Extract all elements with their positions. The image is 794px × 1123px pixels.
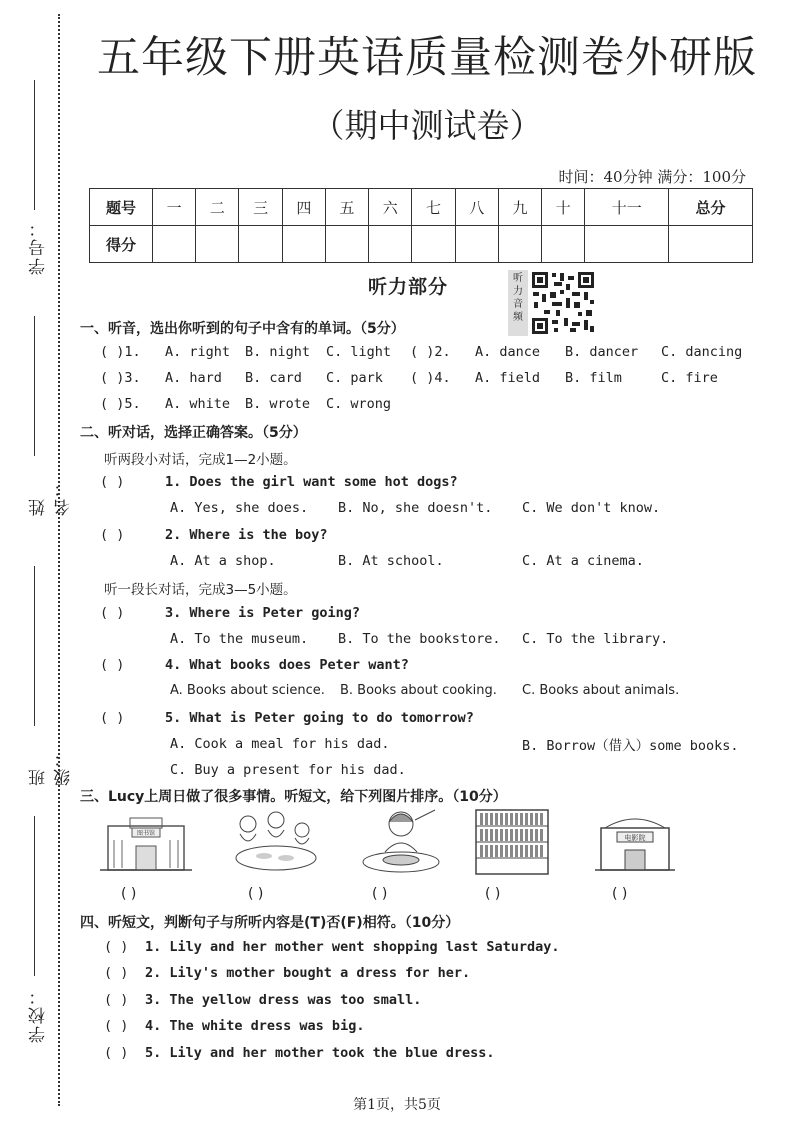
option-c: C. Books about animals. [522, 683, 680, 698]
answer-blank[interactable]: ( ) [100, 527, 125, 543]
score-table [89, 188, 753, 263]
bookshelf-image [472, 808, 552, 878]
answer-blank[interactable]: ( ) [100, 474, 125, 490]
option-c: C. fire [661, 370, 718, 386]
question-text: 3. Where is Peter going? [165, 605, 361, 621]
score-cell[interactable] [542, 226, 585, 263]
qr-tag-char: 力 [513, 286, 523, 297]
option-a: A. Yes, she does. [170, 500, 309, 516]
table-cell: 十 [542, 189, 585, 226]
option-b: B. At school. [338, 553, 444, 569]
answer-blank[interactable]: ( )4. [410, 370, 451, 386]
table-cell: 九 [498, 189, 541, 226]
part2-intro-long: 听一段长对话，完成3—5小题。 [104, 582, 297, 598]
part3-heading: 三、Lucy上周日做了很多事情。听短文，给下列图片排序。（10分） [80, 789, 507, 805]
school-field [16, 816, 56, 1046]
exam-title: 五年级下册英语质量检测卷外研版 [97, 33, 757, 83]
binding-dotted-line [58, 14, 60, 1106]
answer-blank[interactable]: ( ) [104, 992, 129, 1008]
table-cell: 三 [239, 189, 282, 226]
score-cell[interactable] [455, 226, 498, 263]
score-cell[interactable] [585, 226, 669, 263]
picture-order-blank[interactable]: ( ) [372, 886, 388, 902]
table-cell: 一 [153, 189, 196, 226]
qr-tag-char: 音 [513, 299, 523, 310]
score-cell[interactable] [498, 226, 541, 263]
listening-audio-qr[interactable] [508, 270, 600, 336]
score-cell[interactable] [282, 226, 325, 263]
option-b: B. wrote [245, 396, 311, 412]
class-field [16, 566, 74, 786]
picture-order-blank[interactable]: ( ) [248, 886, 264, 902]
qr-code-icon [530, 270, 596, 336]
score-cell[interactable] [325, 226, 368, 263]
part1-heading: 一、听音，选出你听到的句子中含有的单词。（5分） [80, 321, 405, 337]
option-c: C. At a cinema. [522, 553, 644, 569]
score-cell[interactable] [196, 226, 239, 263]
score-cell[interactable] [412, 226, 455, 263]
picture-order-blank[interactable]: ( ) [485, 886, 501, 902]
name-field [16, 316, 74, 516]
table-cell: 七 [412, 189, 455, 226]
answer-blank[interactable]: ( )5. [100, 396, 141, 412]
library-building-image [100, 808, 192, 878]
cinema-building-image [595, 808, 675, 878]
qr-tag-char: 听 [513, 273, 523, 284]
score-cell[interactable] [239, 226, 282, 263]
picture-order-blank[interactable]: ( ) [121, 886, 137, 902]
option-a: A. To the museum. [170, 631, 309, 647]
score-cell[interactable] [669, 226, 753, 263]
option-c: C. park [326, 370, 383, 386]
exam-subtitle: （期中测试卷） [311, 106, 543, 145]
option-c: C. We don't know. [522, 500, 661, 516]
answer-blank[interactable]: ( ) [104, 939, 129, 955]
option-c: C. wrong [326, 396, 392, 412]
qr-tag-char: 频 [513, 312, 523, 323]
table-cell: 总分 [669, 189, 753, 226]
part4-heading: 四、听短文，判断句子与所听内容是(T)否(F)相符。（10分） [80, 915, 460, 931]
question-text: 5. What is Peter going to do tomorrow? [165, 710, 474, 726]
option-a: A. white [165, 396, 231, 412]
library-sign: 图书馆 [136, 830, 156, 837]
option-a: A. hard [165, 370, 222, 386]
option-c: C. To the library. [522, 631, 669, 647]
student-id-field [16, 80, 56, 280]
cinema-sign: 电影院 [624, 834, 646, 842]
option-b: B. To the bookstore. [338, 631, 501, 647]
statement-text: 4. The white dress was big. [145, 1018, 365, 1034]
part2-heading: 二、听对话，选择正确答案。（5分） [80, 425, 307, 441]
option-a: A. Books about science. [170, 683, 325, 698]
table-cell: 二 [196, 189, 239, 226]
score-table-header-row [90, 189, 753, 226]
option-c: C. light [326, 344, 392, 360]
table-cell: 十一 [585, 189, 669, 226]
part2-intro-short: 听两段小对话，完成1—2小题。 [104, 452, 297, 468]
student-id-label: 学号： [29, 218, 49, 275]
table-cell: 四 [282, 189, 325, 226]
name-label: 姓名： [29, 478, 74, 516]
table-cell: 得分 [90, 226, 153, 263]
listening-section-title: 听力部分 [368, 276, 449, 298]
option-b: B. night [245, 344, 311, 360]
option-b: B. Borrow（借入）some books. [522, 738, 739, 754]
girl-eating-image [355, 808, 447, 878]
page-number: 第1页，共5页 [353, 1097, 441, 1113]
qr-tag [508, 270, 528, 336]
option-c: C. dancing [661, 344, 743, 360]
question-text: 4. What books does Peter want? [165, 657, 409, 673]
school-label: 学校： [29, 986, 49, 1043]
statement-text: 3. The yellow dress was too small. [145, 992, 422, 1008]
answer-blank[interactable]: ( ) [100, 657, 125, 673]
score-cell[interactable] [369, 226, 412, 263]
option-a: A. Cook a meal for his dad. [170, 736, 390, 752]
option-b: B. Books about cooking. [340, 683, 497, 698]
statement-text: 2. Lily's mother bought a dress for her. [145, 965, 471, 981]
score-cell[interactable] [153, 226, 196, 263]
answer-blank[interactable]: ( ) [100, 710, 125, 726]
option-a: A. At a shop. [170, 553, 276, 569]
question-text: 1. Does the girl want some hot dogs? [165, 474, 458, 490]
option-b: B. card [245, 370, 302, 386]
exam-time-score: 时间：40分钟 满分：100分 [558, 168, 746, 186]
picture-order-blank[interactable]: ( ) [612, 886, 628, 902]
answer-blank[interactable]: ( )3. [100, 370, 141, 386]
answer-blank[interactable]: ( ) [104, 1018, 129, 1034]
score-table-score-row [90, 226, 753, 263]
answer-blank[interactable]: ( ) [100, 605, 125, 621]
option-a: A. right [165, 344, 231, 360]
answer-blank[interactable]: ( )2. [410, 344, 451, 360]
statement-text: 1. Lily and her mother went shopping last Saturday. [145, 939, 560, 955]
statement-text: 5. Lily and her mother took the blue dress. [145, 1045, 495, 1061]
answer-blank[interactable]: ( ) [104, 965, 129, 981]
option-b: B. film [565, 370, 622, 386]
family-dinner-image [228, 808, 320, 878]
option-a: A. field [475, 370, 541, 386]
option-b: B. dancer [565, 344, 639, 360]
table-cell: 题号 [90, 189, 153, 226]
answer-blank[interactable]: ( ) [104, 1045, 129, 1061]
table-cell: 五 [325, 189, 368, 226]
option-a: A. dance [475, 344, 541, 360]
class-label: 班级： [29, 748, 74, 786]
table-cell: 八 [455, 189, 498, 226]
question-text: 2. Where is the boy? [165, 527, 328, 543]
option-b: B. No, she doesn't. [338, 500, 493, 516]
answer-blank[interactable]: ( )1. [100, 344, 141, 360]
table-cell: 六 [369, 189, 412, 226]
option-c: C. Buy a present for his dad. [170, 762, 406, 778]
